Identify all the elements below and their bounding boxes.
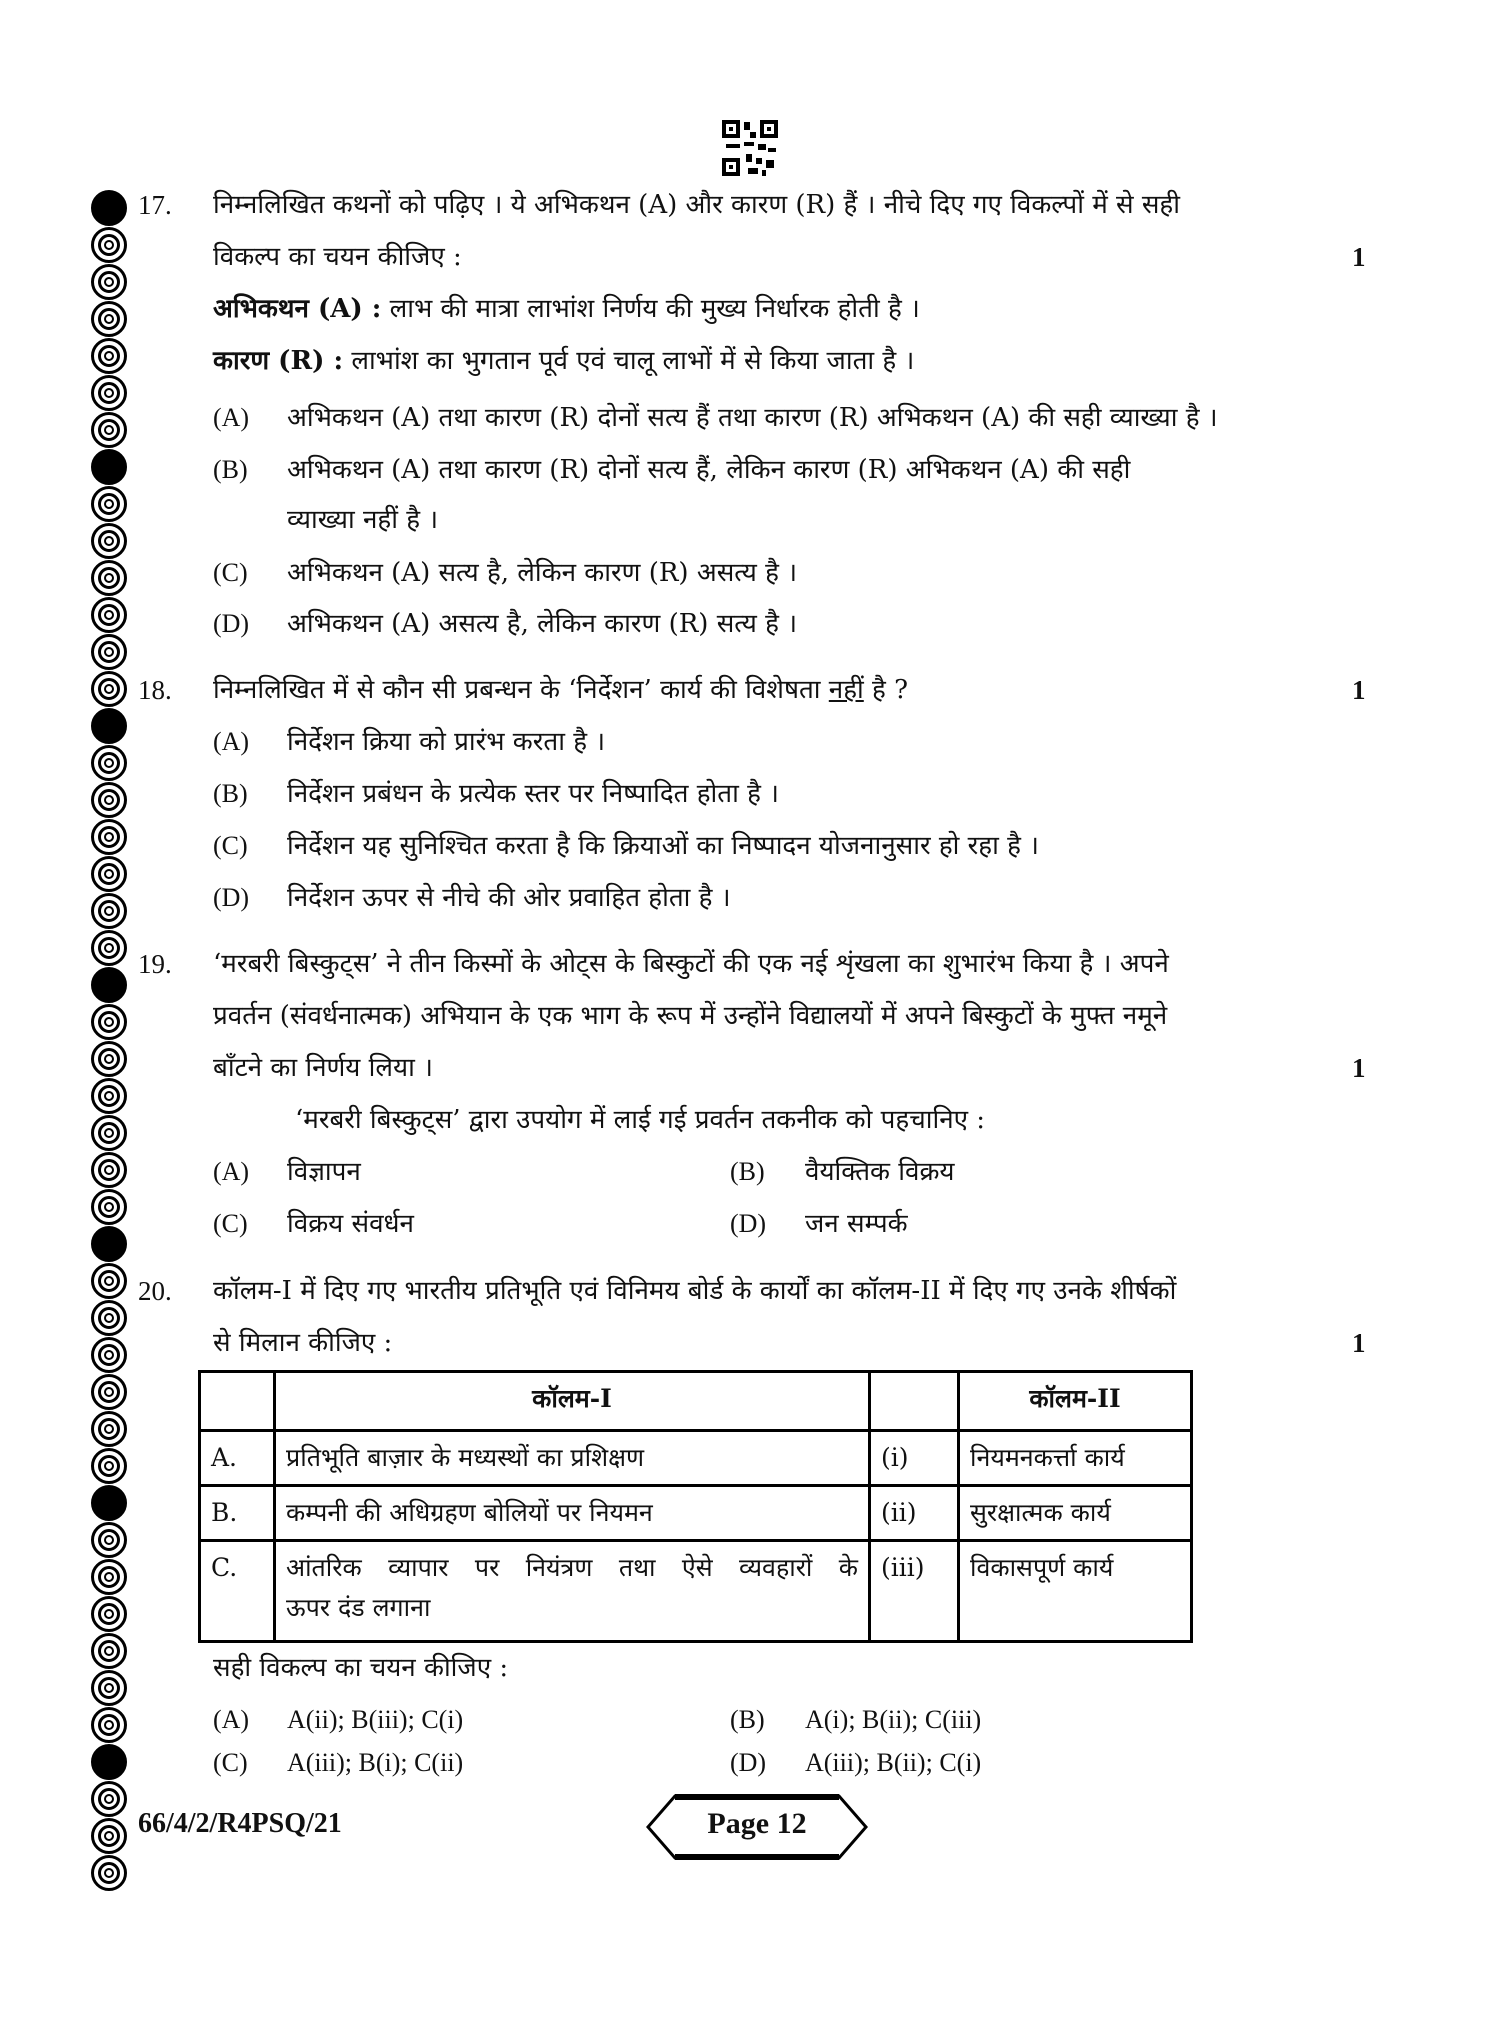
filled-circle-icon	[91, 708, 127, 744]
column-2-cell: सुरक्षात्मक कार्य	[959, 1486, 1192, 1541]
filled-circle-icon	[91, 1744, 127, 1780]
reason-label: कारण (R) :	[213, 346, 344, 376]
table-header-row	[200, 1372, 1192, 1431]
option-label: (A)	[213, 727, 250, 756]
concentric-ring-icon	[91, 1855, 127, 1891]
filled-circle-icon	[91, 1226, 127, 1262]
option-label: (C)	[213, 831, 248, 860]
concentric-ring-icon	[91, 1337, 127, 1373]
question-number: 18.	[138, 675, 172, 705]
filled-circle-icon	[91, 1485, 127, 1521]
concentric-ring-icon	[91, 1781, 127, 1817]
option-text: A(ii); B(iii); C(i)	[287, 1705, 464, 1734]
page-number: Page 12	[707, 1807, 807, 1840]
option-text: A(iii); B(i); C(ii)	[287, 1748, 464, 1777]
concentric-ring-icon	[91, 1152, 127, 1188]
concentric-ring-icon	[91, 1596, 127, 1632]
assertion	[213, 292, 920, 326]
marks: 1	[1352, 242, 1366, 272]
concentric-ring-icon	[91, 893, 127, 929]
filled-circle-icon	[91, 967, 127, 1003]
match-table	[198, 1370, 1193, 1643]
option-text: विक्रय संवर्धन	[287, 1209, 414, 1239]
table-row	[200, 1431, 1192, 1486]
concentric-ring-icon	[91, 375, 127, 411]
option-text: निर्देशन यह सुनिश्चित करता है कि क्रियाओं का निष्पादन योजनानुसार हो रहा है ।	[287, 831, 1040, 861]
option-label: (B)	[730, 1157, 765, 1186]
option-text: निर्देशन क्रिया को प्रारंभ करता है ।	[287, 727, 606, 757]
cell-line-1: आंतरिक व्यापार पर नियंत्रण तथा ऐसे व्यवहारों के	[286, 1553, 858, 1582]
column-1-cell: प्रतिभूति बाज़ार के मध्यस्थों का प्रशिक्षण	[275, 1431, 870, 1486]
concentric-ring-icon	[91, 560, 127, 596]
question-stem-line-1: निम्नलिखित कथनों को पढ़िए । ये अभिकथन (A) और कारण (R) हैं । नीचे दिए गए विकल्पों में से सही	[213, 190, 1180, 220]
assertion-label: अभिकथन (A) :	[213, 294, 382, 324]
table-row	[200, 1541, 1192, 1642]
header-cell	[200, 1372, 275, 1431]
concentric-ring-icon	[91, 486, 127, 522]
option-text: वैयक्तिक विक्रय	[805, 1157, 955, 1187]
header-cell-column-2: कॉलम-II	[959, 1372, 1192, 1431]
question-prompt: ‘मरबरी बिस्कुट्स’ द्वारा उपयोग में लाई गई प्रवर्तन तकनीक को पहचानिए :	[295, 1105, 986, 1135]
concentric-ring-icon	[91, 301, 127, 337]
concentric-ring-icon	[91, 1263, 127, 1299]
row-key: B.	[200, 1486, 275, 1541]
assertion-text: लाभ की मात्रा लाभांश निर्णय की मुख्य निर्धारक होती है ।	[389, 294, 920, 324]
concentric-ring-icon	[91, 1300, 127, 1336]
concentric-ring-icon	[91, 264, 127, 300]
stem-text-end: है ?	[863, 675, 909, 705]
margin-ring-chain	[88, 190, 130, 1892]
concentric-ring-icon	[91, 338, 127, 374]
concentric-ring-icon	[91, 1670, 127, 1706]
concentric-ring-icon	[91, 745, 127, 781]
row-key: A.	[200, 1431, 275, 1486]
question-number: 19.	[138, 949, 172, 979]
option-text: जन सम्पर्क	[805, 1209, 908, 1239]
concentric-ring-icon	[91, 1707, 127, 1743]
header-cell	[870, 1372, 959, 1431]
option-label: (B)	[730, 1705, 765, 1734]
concentric-ring-icon	[91, 412, 127, 448]
option-text: अभिकथन (A) तथा कारण (R) दोनों सत्य हैं, लेकिन कारण (R) अभिकथन (A) की सही	[287, 455, 1131, 485]
concentric-ring-icon	[91, 1115, 127, 1151]
question-stem-line-3: बाँटने का निर्णय लिया ।	[213, 1053, 433, 1083]
concentric-ring-icon	[91, 1078, 127, 1114]
concentric-ring-icon	[91, 1189, 127, 1225]
concentric-ring-icon	[91, 227, 127, 263]
option-text: अभिकथन (A) तथा कारण (R) दोनों सत्य हैं तथा कारण (R) अभिकथन (A) की सही व्याख्या है ।	[287, 403, 1218, 433]
column-1-cell: कम्पनी की अधिग्रहण बोलियों पर नियमन	[275, 1486, 870, 1541]
option-label: (D)	[213, 609, 250, 638]
concentric-ring-icon	[91, 856, 127, 892]
paper-code: 66/4/2/R4PSQ/21	[138, 1808, 342, 1839]
stem-text: निम्नलिखित में से कौन सी प्रबन्धन के ‘निर्देशन’ कार्य की विशेषता	[213, 675, 829, 705]
row-numeral: (iii)	[870, 1541, 959, 1642]
concentric-ring-icon	[91, 1448, 127, 1484]
option-label: (A)	[213, 1157, 250, 1186]
question-stem-line-2: से मिलान कीजिए :	[213, 1328, 393, 1358]
concentric-ring-icon	[91, 523, 127, 559]
option-label: (A)	[213, 1705, 250, 1734]
option-label: (C)	[213, 1209, 248, 1238]
row-numeral: (i)	[870, 1431, 959, 1486]
question-number: 17.	[138, 190, 172, 220]
qr-code	[722, 120, 778, 176]
question-prompt: सही विकल्प का चयन कीजिए :	[213, 1653, 509, 1683]
concentric-ring-icon	[91, 930, 127, 966]
option-text: निर्देशन ऊपर से नीचे की ओर प्रवाहित होता है ।	[287, 883, 731, 913]
concentric-ring-icon	[91, 782, 127, 818]
option-label: (B)	[213, 779, 248, 808]
option-text: निर्देशन प्रबंधन के प्रत्येक स्तर पर निष्पादित होता है ।	[287, 779, 779, 809]
column-1-cell	[275, 1541, 870, 1642]
option-label: (A)	[213, 403, 250, 432]
header-cell-column-1: कॉलम-I	[275, 1372, 870, 1431]
question-stem-line-2: प्रवर्तन (संवर्धनात्मक) अभियान के एक भाग के रूप में उन्होंने विद्यालयों में अपने बिस्कुटों के मुफ्त नमूने	[213, 1001, 1168, 1031]
option-text: विज्ञापन	[287, 1157, 361, 1187]
column-2-cell: नियमनकर्त्ता कार्य	[959, 1431, 1192, 1486]
row-numeral: (ii)	[870, 1486, 959, 1541]
option-label: (D)	[213, 883, 250, 912]
concentric-ring-icon	[91, 1411, 127, 1447]
row-key: C.	[200, 1541, 275, 1642]
option-label: (D)	[730, 1209, 767, 1238]
marks: 1	[1352, 1053, 1366, 1083]
option-label: (B)	[213, 455, 248, 484]
question-stem-line-1: ‘मरबरी बिस्कुट्स’ ने तीन किस्मों के ओट्स के बिस्कुटों की एक नई शृंखला का शुभारंभ किया है । अपने	[213, 949, 1169, 979]
page-number-badge	[645, 1793, 869, 1861]
option-text: अभिकथन (A) सत्य है, लेकिन कारण (R) असत्य है ।	[287, 558, 798, 588]
concentric-ring-icon	[91, 671, 127, 707]
reason-text: लाभांश का भुगतान पूर्व एवं चालू लाभों में से किया जाता है ।	[351, 346, 915, 376]
question-stem	[213, 673, 908, 707]
question-number: 20.	[138, 1276, 172, 1306]
concentric-ring-icon	[91, 1559, 127, 1595]
concentric-ring-icon	[91, 1004, 127, 1040]
table-row	[200, 1486, 1192, 1541]
column-2-cell: विकासपूर्ण कार्य	[959, 1541, 1192, 1642]
stem-emphasis: नहीं	[828, 675, 864, 705]
concentric-ring-icon	[91, 634, 127, 670]
question-stem-line-1: कॉलम-I में दिए गए भारतीय प्रतिभूति एवं विनिमय बोर्ड के कार्यों का कॉलम-II में दिए गए उनके शीर्षकों	[213, 1276, 1177, 1306]
concentric-ring-icon	[91, 819, 127, 855]
concentric-ring-icon	[91, 1818, 127, 1854]
filled-circle-icon	[91, 190, 127, 226]
marks: 1	[1352, 675, 1366, 705]
option-text: A(i); B(ii); C(iii)	[805, 1705, 982, 1734]
concentric-ring-icon	[91, 1374, 127, 1410]
option-label: (D)	[730, 1748, 767, 1777]
concentric-ring-icon	[91, 597, 127, 633]
option-text: A(iii); B(ii); C(i)	[805, 1748, 982, 1777]
option-label: (C)	[213, 558, 248, 587]
question-stem-line-2: विकल्प का चयन कीजिए :	[213, 242, 462, 272]
concentric-ring-icon	[91, 1633, 127, 1669]
reason	[213, 344, 914, 378]
marks: 1	[1352, 1328, 1366, 1358]
option-label: (C)	[213, 1748, 248, 1777]
filled-circle-icon	[91, 449, 127, 485]
option-text: अभिकथन (A) असत्य है, लेकिन कारण (R) सत्य है ।	[287, 609, 798, 639]
cell-line-2: ऊपर दंड लगाना	[286, 1593, 431, 1622]
concentric-ring-icon	[91, 1041, 127, 1077]
concentric-ring-icon	[91, 1522, 127, 1558]
option-text-cont: व्याख्या नहीं है ।	[287, 505, 439, 535]
